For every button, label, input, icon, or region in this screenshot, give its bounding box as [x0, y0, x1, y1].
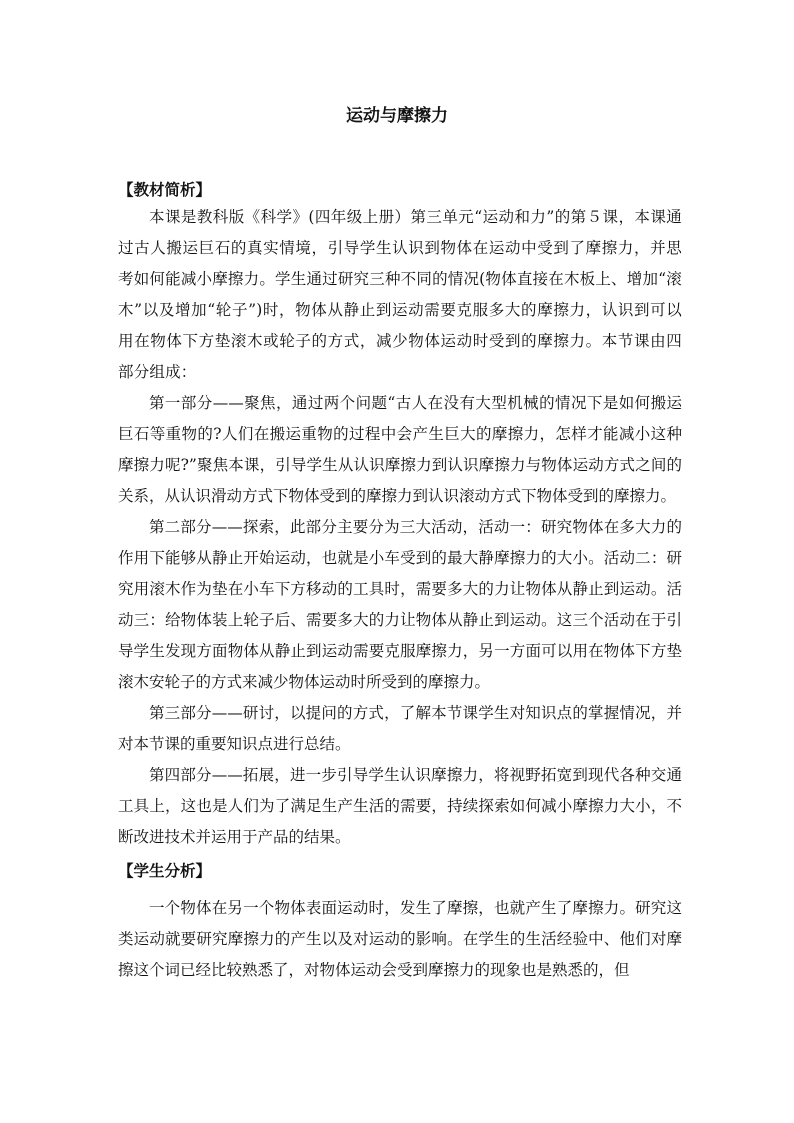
- document-body: [118, 178, 682, 986]
- section-heading-textbook-analysis: 【教材简析】: [118, 180, 212, 199]
- paragraph-part-two-explore: 第二部分——探索，此部分主要分为三大活动，活动一：研究物体在多大力的作用下能够从静止开始运动，也就是小车受到的最大静摩擦力的大小。活动二：研究用滚木作为垫在小车下方移动的工具时，需要多大的力让物体从静止到运动。活动三：给物体装上轮子后、需要多大的力让物体从静止到运动。这三个活动在于引导学生发现方面物体从静止到运动需要克服摩擦力，另一方面可以用在物体下方垫滚木安轮子的方式来减少物体运动时所受到的摩擦力。: [118, 518, 682, 691]
- paragraph-lesson-overview: 本课是教科版《科学》(四年级上册）第三单元“运动和力”的第５课，本课通过古人搬运巨石的真实情境，引导学生认识到物体在运动中受到了摩擦力，并思考如何能减小摩擦力。学生通过研究三种不同的情况(物体直接在木板上、增加“滚木”以及增加“轮子”)时，物体从静止到运动需要克服多大的摩擦力，认识到可以用在物体下方垫滚木或轮子的方式，减少物体运动时受到的摩擦力。本节课由四部分组成：: [118, 208, 682, 381]
- document-title: 运动与摩擦力: [346, 106, 448, 126]
- paragraph-part-one-focus: 第一部分——聚焦，通过两个问题“古人在没有大型机械的情况下是如何搬运巨石等重物的?人们在搬运重物的过程中会产生巨大的摩擦力，怎样才能减小这种摩擦力呢?”聚焦本课，引导学生从认识摩擦力到认识摩擦力与物体运动方式之间的关系，从认识滑动方式下物体受到的摩擦力到认识滚动方式下物体受到的摩擦力。: [118, 394, 682, 505]
- section-heading-student-analysis: 【学生分析】: [118, 861, 212, 880]
- paragraph-part-three-discuss: 第三部分——研讨，以提问的方式，了解本节课学生对知识点的掌握情况，并对本节课的重要知识点进行总结。: [118, 704, 682, 753]
- paragraph-student-analysis: 一个物体在另一个物体表面运动时，发生了摩擦，也就产生了摩擦力。研究这类运动就要研究摩擦力的产生以及对运动的影响。在学生的生活经验中、他们对摩擦这个词已经比较熟悉了，对物体运动会受到摩擦力的现象也是熟悉的，但: [118, 899, 682, 979]
- paragraph-part-four-extend: 第四部分——拓展，进一步引导学生认识摩擦力，将视野拓宽到现代各种交通工具上，这也是人们为了满足生产生活的需要，持续探索如何减小摩擦力大小，不断改进技术并运用于产品的结果。: [118, 766, 682, 846]
